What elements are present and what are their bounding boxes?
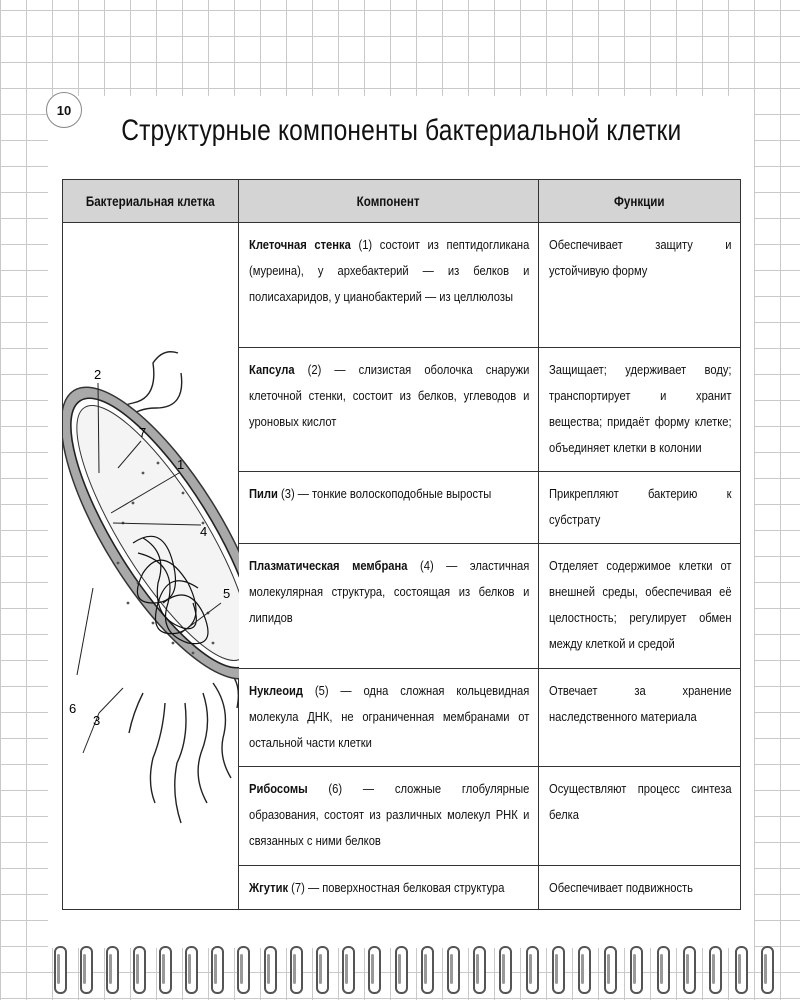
spiral-ring	[80, 946, 93, 994]
spiral-ring	[735, 946, 748, 994]
spiral-ring	[683, 946, 696, 994]
spiral-ring	[133, 946, 146, 994]
ribosome	[157, 462, 160, 465]
pilus	[175, 703, 186, 823]
ribosome	[152, 622, 155, 625]
spiral-ring	[159, 946, 172, 994]
component-cell: Клеточная стенка (1) состоит из пептидогликана (муреина), у архебактерий — из белков и полисахаридов, у цианобактерий — из целлюлозы	[239, 223, 539, 348]
ribosome	[117, 562, 120, 565]
spiral-binding	[0, 946, 800, 1000]
label-pili: 3	[93, 713, 101, 728]
spiral-ring	[630, 946, 643, 994]
table-header-row	[63, 180, 741, 223]
label-ribosomes: 6	[69, 701, 77, 716]
spiral-ring	[657, 946, 670, 994]
spiral-ring	[211, 946, 224, 994]
ribosome	[182, 492, 185, 495]
spiral-ring	[499, 946, 512, 994]
spiral-ring	[368, 946, 381, 994]
header-cell: Функции	[539, 180, 741, 223]
component-cell: Пили (3) — тонкие волоскоподобные выросты	[239, 472, 539, 544]
label-membrane: 4	[200, 524, 208, 539]
function-cell: Отвечает за хранение наследственного материала	[539, 668, 741, 766]
spiral-ring	[447, 946, 460, 994]
bacterium-diagram	[63, 223, 239, 909]
label-capsule: 2	[94, 367, 102, 382]
spiral-ring	[395, 946, 408, 994]
component-cell: Нуклеоид (5) — одна сложная кольцевидная молекула ДНК, не ограниченная мембранами от остальной части клетки	[239, 668, 539, 766]
spiral-ring	[54, 946, 67, 994]
label-flagellum: 7	[139, 425, 147, 440]
function-cell: Обеспечивает защиту и устойчивую форму	[539, 223, 741, 348]
spiral-ring	[709, 946, 722, 994]
ribosome	[172, 642, 175, 645]
spiral-ring	[552, 946, 565, 994]
pilus	[150, 703, 165, 803]
ribosome	[127, 602, 130, 605]
spiral-ring	[316, 946, 329, 994]
spiral-ring	[106, 946, 119, 994]
component-cell: Рибосомы (6) — сложные глобулярные образования, состоят из различных молекул РНК и связанных с ними белков	[239, 767, 539, 865]
spiral-ring	[604, 946, 617, 994]
pilus	[198, 693, 207, 803]
spiral-ring	[473, 946, 486, 994]
spiral-ring	[264, 946, 277, 994]
spiral-ring	[290, 946, 303, 994]
header-cell: Бактериальная клетка	[63, 180, 239, 223]
ribosome	[212, 642, 215, 645]
components-table	[62, 179, 741, 910]
ribosome	[132, 502, 135, 505]
pilus	[129, 693, 143, 733]
spiral-ring	[578, 946, 591, 994]
pilus	[213, 683, 231, 778]
component-cell: Плазматическая мембрана (4) — эластичная молекулярная структура, состоящая из белков и липидов	[239, 544, 539, 669]
spiral-ring	[421, 946, 434, 994]
header-cell: Компонент	[239, 180, 539, 223]
function-cell: Отделяет содержимое клетки от внешней среды, обеспечивая её целостность; регулирует обмен между клеткой и средой	[539, 544, 741, 669]
component-cell: Жгутик (7) — поверхностная белковая структура	[239, 865, 539, 909]
page-title: Структурные компоненты бактериальной клетки	[121, 114, 682, 147]
table-row	[63, 223, 741, 348]
ribosome	[192, 652, 195, 655]
spiral-ring	[342, 946, 355, 994]
spiral-ring	[237, 946, 250, 994]
function-cell: Обеспечивает подвижность	[539, 865, 741, 909]
spiral-ring	[185, 946, 198, 994]
label-cell-wall: 1	[177, 457, 185, 472]
ribosome	[142, 472, 145, 475]
bacterium-illustration-cell	[63, 223, 239, 910]
function-cell: Осуществляют процесс синтеза белка	[539, 767, 741, 865]
label-nucleoid: 5	[223, 586, 231, 601]
component-cell: Капсула (2) — слизистая оболочка снаружи клеточной стенки, состоит из белков, углеводов и уроновых кислот	[239, 347, 539, 472]
spiral-ring	[526, 946, 539, 994]
function-cell: Защищает; удерживает воду; транспортирует и хранит вещества; придаёт форму клетке; объединяет клетки в колонии	[539, 347, 741, 472]
function-cell: Прикрепляют бактерию к субстрату	[539, 472, 741, 544]
spiral-ring	[761, 946, 774, 994]
page-number: 10	[46, 92, 82, 128]
